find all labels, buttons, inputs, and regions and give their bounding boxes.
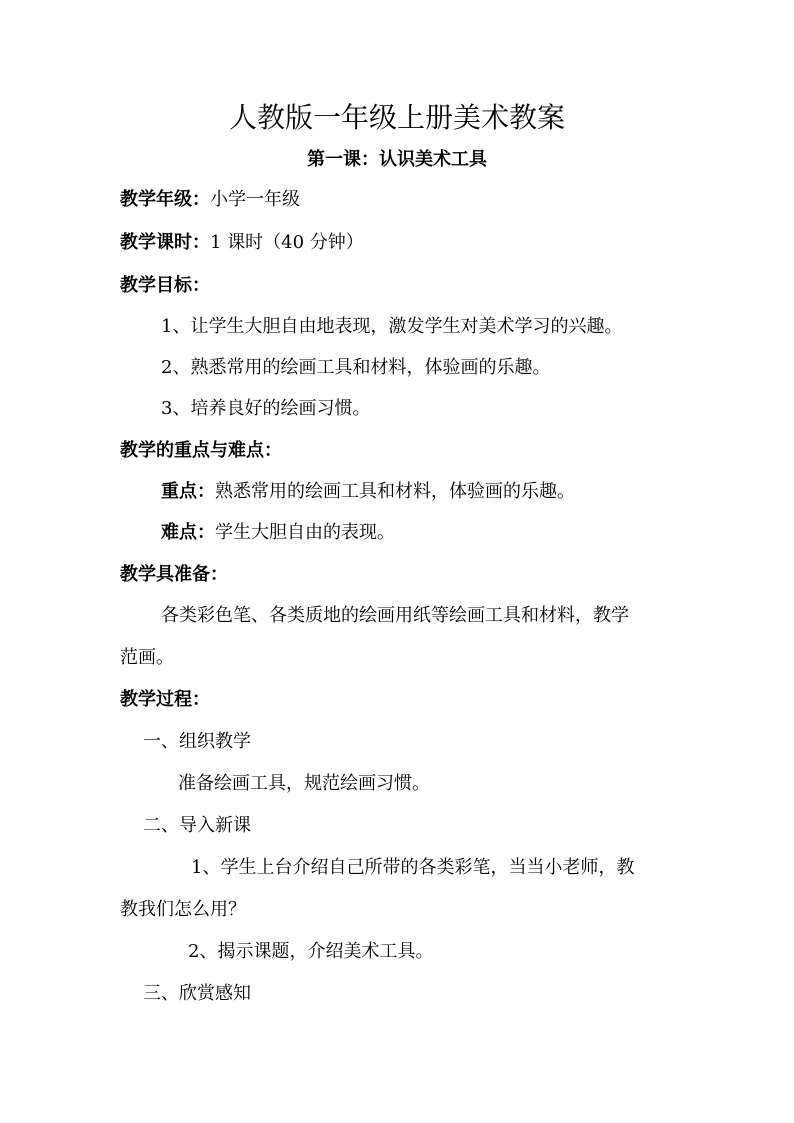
process-section-2-item-2: 2、揭示课题，介绍美术工具。 xyxy=(188,941,434,962)
focus-line xyxy=(161,478,575,506)
materials-heading: 教学具准备： xyxy=(120,564,228,585)
grade-line xyxy=(120,186,300,214)
process-section-1-text: 准备绘画工具，规范绘画习惯。 xyxy=(178,773,430,794)
objective-item-1: 1、让学生大胆自由地表现，激发学生对美术学习的兴趣。 xyxy=(161,316,623,337)
key-points-heading: 教学的重点与难点： xyxy=(120,440,282,461)
focus-label: 重点： xyxy=(161,481,215,502)
objectives-heading: 教学目标： xyxy=(120,275,210,296)
document-title: 人教版一年级上册美术教案 xyxy=(228,101,565,134)
difficulty-line xyxy=(161,519,395,547)
difficulty-label: 难点： xyxy=(161,522,215,543)
process-section-2-item-1-line-1: 1、学生上台介绍自己所带的各类彩笔，当当小老师，教 xyxy=(191,857,635,878)
materials-text-line-1: 各类彩色笔、各类质地的绘画用纸等绘画工具和材料，教学 xyxy=(161,605,629,626)
process-section-1: 一、组织教学 xyxy=(143,731,251,752)
hours-line xyxy=(120,229,364,257)
process-section-3: 三、欣赏感知 xyxy=(143,983,251,1004)
grade-label: 教学年级： xyxy=(120,189,210,210)
grade-value: 小学一年级 xyxy=(210,189,300,210)
process-section-2-item-1-line-2: 教我们怎么用？ xyxy=(120,899,246,920)
focus-value: 熟悉常用的绘画工具和材料，体验画的乐趣。 xyxy=(215,481,575,502)
hours-label: 教学课时： xyxy=(120,232,210,253)
lesson-subtitle: 第一课：认识美术工具 xyxy=(307,149,487,170)
objective-item-2: 2、熟悉常用的绘画工具和材料，体验画的乐趣。 xyxy=(161,357,551,378)
process-heading: 教学过程： xyxy=(120,689,210,710)
objective-item-3: 3、培养良好的绘画习惯。 xyxy=(161,398,371,419)
materials-text-line-2: 范画。 xyxy=(120,647,174,668)
process-section-2: 二、导入新课 xyxy=(143,815,251,836)
difficulty-value: 学生大胆自由的表现。 xyxy=(215,522,395,543)
hours-value: 1 课时（40 分钟） xyxy=(210,232,364,253)
